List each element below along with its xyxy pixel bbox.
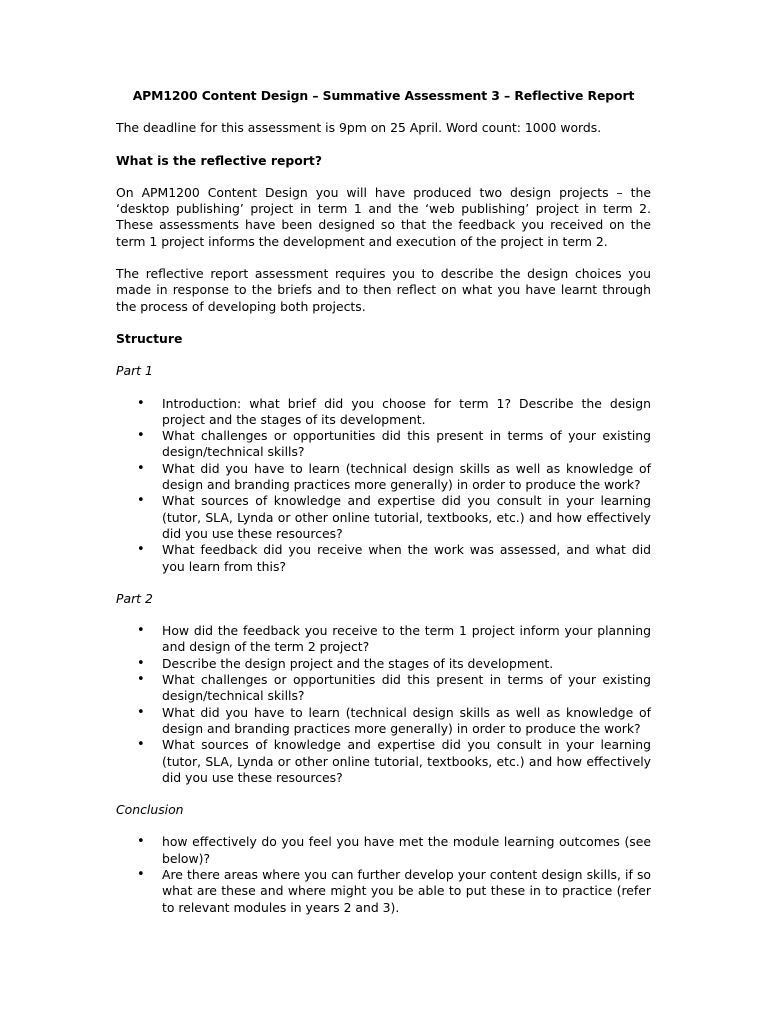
list-item: • What feedback did you receive when the work was assessed, and what did you learn from this? [116,542,651,575]
part-1-label: Part 1 [116,363,153,379]
intro-paragraph: On APM1200 Content Design you will have produced two design projects – the ‘desktop publishing’ project in term 1 and the ‘web publishing’ project in term 2. These assessments have been designed so that the feedback you received on the term 1 project informs the development and execution of the project in term 2. [116,184,651,249]
reflective-report-heading: What is the reflective report? [116,152,323,168]
list-item: • How did the feedback you receive to the term 1 project inform your planning and design of the term 2 project? [116,623,651,656]
list-item: • What sources of knowledge and expertise did you consult in your learning (tutor, SLA, Lynda or other online tutorial, textbooks, etc.) and how effectively did you use these resources? [116,737,651,786]
list-item: • Introduction: what brief did you choose for term 1? Describe the design project and the stages of its development. [116,396,651,429]
list-item: • What did you have to learn (technical design skills as well as knowledge of design and branding practices more generally) in order to produce the work? [116,705,651,738]
list-item: • Describe the design project and the stages of its development. [116,656,651,672]
requirements-paragraph: The reflective report assessment requires you to describe the design choices you made in response to the briefs and to then reflect on what you have learnt through the process of developing both projects. [116,266,651,314]
part-1-list [116,396,651,575]
list-item: • Are there areas where you can further develop your content design skills, if so what are these and where might you be able to put these in to practice (refer to relevant modules in years 2 and 3). [116,867,651,916]
list-item: • What did you have to learn (technical design skills as well as knowledge of design and branding practices more generally) in order to produce the work? [116,461,651,494]
list-item: • What challenges or opportunities did this present in terms of your existing design/technical skills? [116,428,651,461]
document-page [116,88,651,932]
part-2-list [116,623,651,786]
deadline-text: The deadline for this assessment is 9pm on 25 April. Word count: 1000 words. [116,120,602,136]
conclusion-label: Conclusion [116,802,184,818]
document-title: APM1200 Content Design – Summative Assessment 3 – Reflective Report [132,88,635,103]
list-item: • What challenges or opportunities did this present in terms of your existing design/technical skills? [116,672,651,705]
list-item: • how effectively do you feel you have met the module learning outcomes (see below)? [116,834,651,867]
part-2-label: Part 2 [116,590,153,606]
structure-heading: Structure [116,330,183,346]
list-item: • What sources of knowledge and expertise did you consult in your learning (tutor, SLA, Lynda or other online tutorial, textbooks, etc.) and how effectively did you use these resources? [116,493,651,542]
conclusion-list [116,834,651,915]
